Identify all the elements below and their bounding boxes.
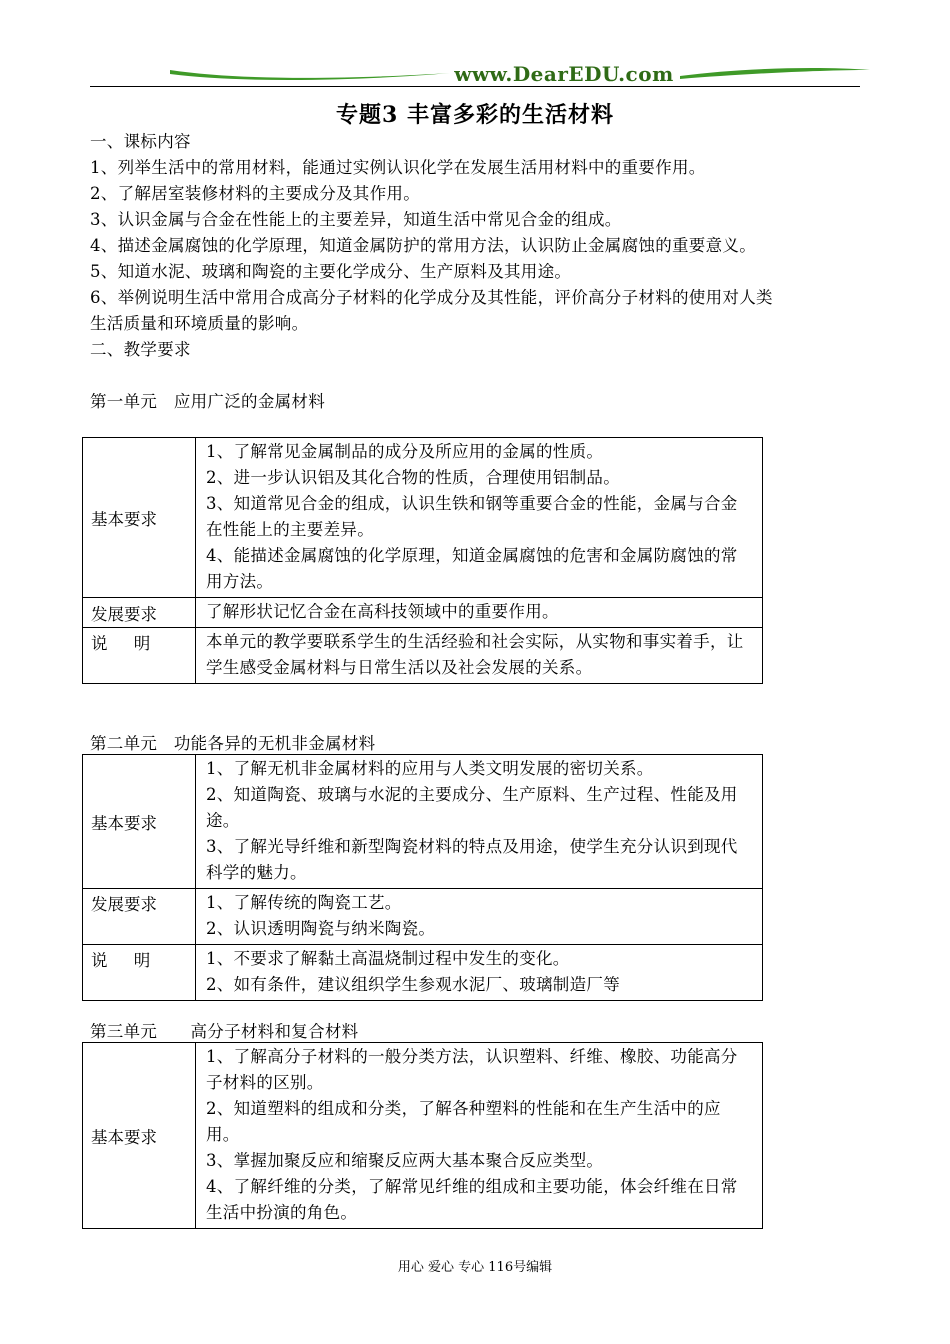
requirement-line: 1、了解常见金属制品的成分及所应用的金属的性质。 xyxy=(206,442,604,461)
header-rule xyxy=(90,86,860,87)
requirements-table xyxy=(82,437,763,684)
row-content xyxy=(196,755,763,889)
section-heading: 一、课标内容 xyxy=(90,132,191,151)
requirement-line: 2、进一步认识铝及其化合物的性质，合理使用铝制品。 xyxy=(206,468,620,487)
requirement-line: 1、不要求了解黏土高温烧制过程中发生的变化。 xyxy=(206,949,570,968)
requirement-line: 4、了解纤维的分类，了解常见纤维的组成和主要功能，体会纤维在日常生活中扮演的角色。 xyxy=(206,1177,738,1222)
row-label: 发展要求 xyxy=(83,598,196,628)
standard-item: 3、认识金属与合金在性能上的主要差异，知道生活中常见合金的组成。 xyxy=(90,210,622,229)
row-label: 基本要求 xyxy=(83,1043,196,1229)
row-label: 基本要求 xyxy=(83,438,196,598)
table-row xyxy=(83,598,763,628)
requirement-line: 4、能描述金属腐蚀的化学原理，知道金属腐蚀的危害和金属防腐蚀的常用方法。 xyxy=(206,546,738,591)
table-row xyxy=(83,945,763,1001)
standard-item: 2、了解居室装修材料的主要成分及其作用。 xyxy=(90,184,420,203)
unit-title: 第三单元 高分子材料和复合材料 xyxy=(90,1022,359,1041)
requirements-table xyxy=(82,754,763,1001)
row-content xyxy=(196,889,763,945)
requirement-line: 2、知道陶瓷、玻璃与水泥的主要成分、生产原料、生产过程、性能及用途。 xyxy=(206,785,738,830)
requirement-line: 3、知道常见合金的组成，认识生铁和钢等重要合金的性能，金属与合金在性能上的主要差异。 xyxy=(206,494,738,539)
requirement-line: 3、掌握加聚反应和缩聚反应两大基本聚合反应类型。 xyxy=(206,1151,604,1170)
row-content xyxy=(196,598,763,628)
requirement-line: 1、了解传统的陶瓷工艺。 xyxy=(206,893,402,912)
table-row xyxy=(83,755,763,889)
requirement-line: 了解形状记忆合金在高科技领域中的重要作用。 xyxy=(206,602,559,621)
row-content xyxy=(196,945,763,1001)
row-content xyxy=(196,438,763,598)
page-title: 专题3 丰富多彩的生活材料 xyxy=(336,102,614,128)
site-logo[interactable]: www.DearEDU.com xyxy=(454,62,674,86)
table-row xyxy=(83,1043,763,1229)
unit-title: 第一单元 应用广泛的金属材料 xyxy=(90,392,326,411)
unit-title: 第二单元 功能各异的无机非金属材料 xyxy=(90,734,376,753)
page-footer: 用心 爱心 专心 116号编辑 xyxy=(397,1260,553,1275)
standard-item-continued: 生活质量和环境质量的影响。 xyxy=(90,314,309,333)
requirement-line: 2、知道塑料的组成和分类，了解各种塑料的性能和在生产生活中的应用。 xyxy=(206,1099,721,1144)
requirements-table xyxy=(82,1042,763,1229)
table-row xyxy=(83,628,763,684)
right-swoosh-icon xyxy=(680,64,870,82)
requirement-line: 3、了解光导纤维和新型陶瓷材料的特点及用途，使学生充分认识到现代科学的魅力。 xyxy=(206,837,738,882)
requirement-line: 本单元的教学要联系学生的生活经验和社会实际，从实物和事实着手，让学生感受金属材料与日常生活以及社会发展的关系。 xyxy=(206,632,744,677)
row-content xyxy=(196,628,763,684)
requirement-line: 1、了解无机非金属材料的应用与人类文明发展的密切关系。 xyxy=(206,759,654,778)
left-swoosh-icon xyxy=(170,64,450,82)
section-heading: 二、教学要求 xyxy=(90,340,191,359)
row-label: 发展要求 xyxy=(83,889,196,945)
standard-item: 5、知道水泥、玻璃和陶瓷的主要化学成分、生产原料及其用途。 xyxy=(90,262,572,281)
row-label: 基本要求 xyxy=(83,755,196,889)
row-content xyxy=(196,1043,763,1229)
requirement-line: 2、如有条件，建议组织学生参观水泥厂、玻璃制造厂等 xyxy=(206,975,620,994)
row-label: 说 明 xyxy=(83,945,196,1001)
requirement-line: 2、认识透明陶瓷与纳米陶瓷。 xyxy=(206,919,436,938)
standard-item: 4、描述金属腐蚀的化学原理，知道金属防护的常用方法，认识防止金属腐蚀的重要意义。 xyxy=(90,236,756,255)
standard-item: 1、列举生活中的常用材料，能通过实例认识化学在发展生活用材料中的重要作用。 xyxy=(90,158,706,177)
table-row xyxy=(83,889,763,945)
requirement-line: 1、了解高分子材料的一般分类方法，认识塑料、纤维、橡胶、功能高分子材料的区别。 xyxy=(206,1047,738,1092)
row-label: 说 明 xyxy=(83,628,196,684)
table-row xyxy=(83,438,763,598)
standard-item: 6、举例说明生活中常用合成高分子材料的化学成分及其性能，评价高分子材料的使用对人类 xyxy=(90,288,773,307)
